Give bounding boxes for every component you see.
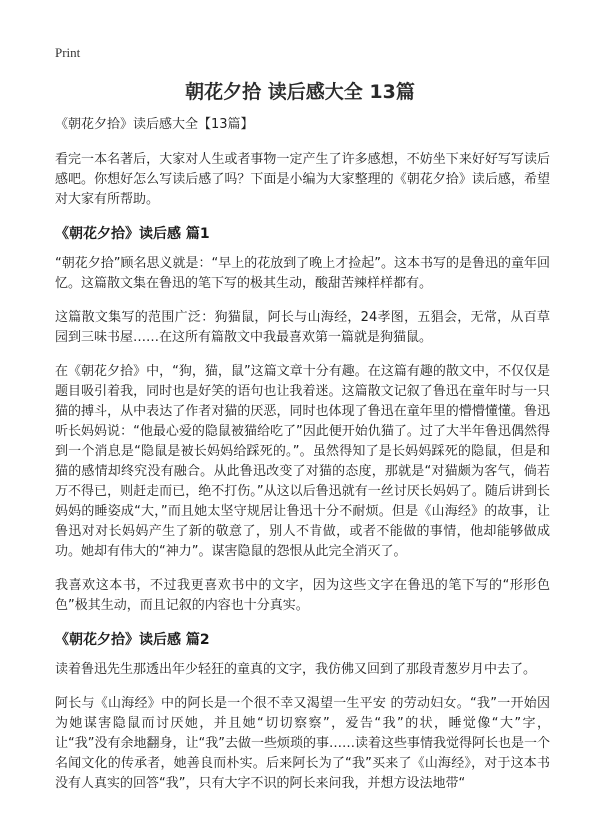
section-1-paragraph-2: 这篇散文集写的范围广泛：狗猫鼠，阿长与山海经，24孝图，五猖会，无常，从百草园到三味书屋……在这所有篇散文中我最喜欢第一篇就是狗猫鼠。 [55,310,550,345]
intro-paragraph: 看完一本名著后，大家对人生或者事物一定产生了许多感想，不妨坐下来好好写写读后感吧。你想好怎么写读后感了吗？下面是小编为大家整理的《朝花夕拾》读后感，希望对大家有所帮助。 [55,152,550,207]
section-1-paragraph-4: 我喜欢这本书，不过我更喜欢书中的文字，因为这些文字在鲁迅的笔下写的“形形色色”极其生动，而且记叙的内容也十分真实。 [55,578,550,613]
article-body [55,116,550,808]
section-1-paragraph-1: “朝花夕拾”顾名思义就是：“早上的花放到了晚上才捡起”。这本书写的是鲁迅的童年回忆。这篇散文集在鲁迅的笔下写的极其生动，酸甜苦辣样样都有。 [55,256,550,291]
print-link[interactable]: Print [55,45,81,60]
section-2-paragraph-2: 阿长与《山海经》中的阿长是一个很不幸又渴望一生平安 的劳动妇女。“我”一开始因为她谋害隐鼠而讨厌她，并且她“切切察察”，爱告“我”的状，睡觉像“大”字，让“我”没有余地翻身，让“我”去做一些烦琐的事……读着这些事情我觉得阿长也是一个名闻文化的传承者，她善良而朴实。后来阿长为了“我”买来了《山海经》，对于这本书没有人真实的回答“我”，只有大字不识的阿长来问我，并想方设法地带“ [55,696,550,791]
section-heading-1: 《朝花夕拾》读后感 篇1 [55,226,210,242]
section-1-paragraph-3: 在《朝花夕拾》中，“狗，猫，鼠”这篇文章十分有趣。在这篇有趣的散文中，不仅仅是题目吸引着我，同时也是好笑的语句也让我着迷。这篇散文记叙了鲁迅在童年时与一只猫的搏斗，从中表达了作者对猫的厌恶，同时也体现了鲁迅在童年里的懵懵懂懂。鲁迅听长妈妈说：“他最心爱的隐鼠被猫给吃了”因此便开始仇猫了。过了大半年鲁迅偶然得到一个消息是“隐鼠是被长妈妈给踩死的。”。虽然得知了是长妈妈踩死的隐鼠，但是和猫的感情却终究没有融合。从此鲁迅改变了对猫的态度，那就是“对猫颇为客气，倘若万不得已，则赶走而已，绝不打伤。”从这以后鲁迅就有一丝讨厌长妈妈了。随后讲到长妈妈的睡姿成“大，”而且她太坚守规居让鲁迅十分不耐烦。但是《山海经》的故事，让鲁迅对对长妈妈产生了新的敬意了，别人不肯做，或者不能做的事情，他却能够做成功。她却有伟大的“神力”。谋害隐鼠的怨恨从此完全消灭了。 [55,364,550,559]
section-2-paragraph-1: 读着鲁迅先生那透出年少轻狂的童真的文字，我仿佛又回到了那段青葱岁月中去了。 [55,662,537,677]
article-subtitle: 《朝花夕拾》读后感大全【13篇】 [55,117,254,132]
page-title: 朝花夕拾 读后感大全 13篇 [185,81,415,103]
section-heading-2: 《朝花夕拾》读后感 篇2 [55,632,210,648]
